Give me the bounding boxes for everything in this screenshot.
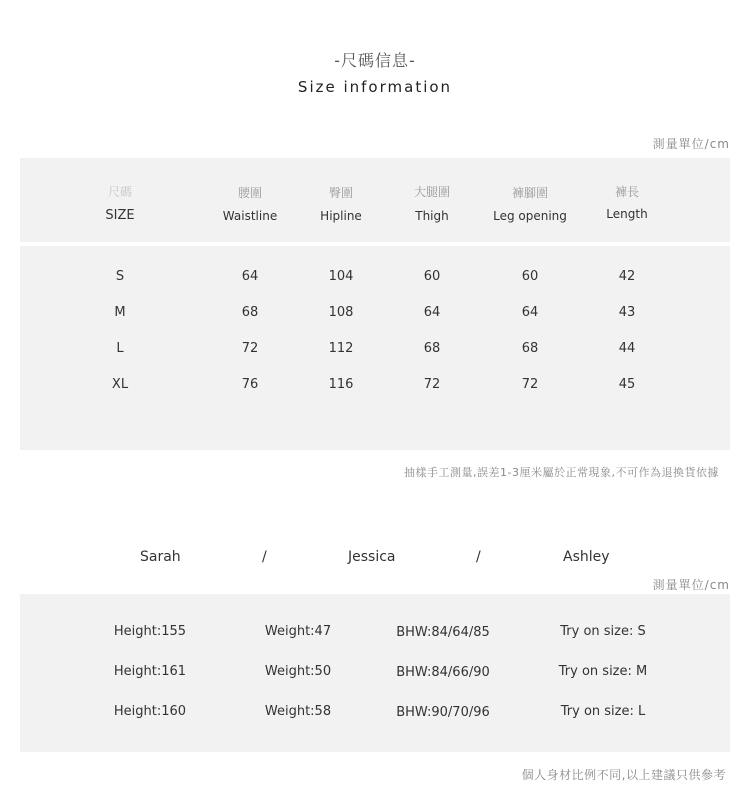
table-cell: 68	[241, 305, 259, 320]
model-height: Height:155	[113, 624, 187, 639]
table-cell: 68	[423, 341, 441, 356]
table-cell: M	[114, 305, 126, 320]
size-table-body	[20, 246, 730, 450]
table-cell: 76	[241, 377, 259, 392]
table-cell: 60	[423, 269, 441, 284]
models-unit-label: 測量單位/cm	[652, 578, 730, 592]
table-cell: 42	[618, 269, 636, 284]
size-advice-note: 個人身材比例不同,以上建議只供參考	[521, 768, 726, 782]
table-cell: 60	[521, 269, 539, 284]
table-cell: 72	[521, 377, 539, 392]
model-height: Height:161	[113, 664, 187, 679]
table-cell: 43	[618, 305, 636, 320]
size-table-unit-label: 測量單位/cm	[652, 137, 730, 151]
table-cell: 112	[328, 341, 354, 356]
header-size-en: SIZE	[105, 208, 135, 223]
table-cell: 64	[241, 269, 259, 284]
model-weight: Weight:47	[264, 624, 332, 639]
table-cell: 108	[328, 305, 354, 320]
header-thigh-en: Thigh	[415, 209, 449, 223]
header-length-en: Length	[606, 207, 648, 221]
model-height: Height:160	[113, 704, 187, 719]
model-try-on-size: Try on size: L	[560, 704, 646, 719]
section-title-cn: -尺碼信息-	[334, 51, 416, 70]
table-cell: 64	[521, 305, 539, 320]
header-thigh-cn: 大腿圍	[413, 185, 450, 199]
header-waist-cn: 腰圍	[237, 186, 262, 200]
table-cell: 104	[328, 269, 354, 284]
header-leg-opening-en: Leg opening	[493, 209, 567, 223]
model-bhw: BHW:84/66/90	[396, 665, 490, 680]
model-weight: Weight:58	[264, 704, 332, 719]
model-bhw: BHW:90/70/96	[396, 705, 490, 720]
table-cell: 68	[521, 341, 539, 356]
table-cell: 72	[423, 377, 441, 392]
table-cell: 44	[618, 341, 636, 356]
model-name-jessica: Jessica	[348, 549, 396, 565]
table-cell: 72	[241, 341, 259, 356]
model-try-on-size: Try on size: M	[558, 664, 648, 679]
model-try-on-size: Try on size: S	[560, 624, 646, 639]
model-weight: Weight:50	[264, 664, 332, 679]
header-length-cn: 褲長	[614, 185, 639, 199]
table-cell: 45	[618, 377, 636, 392]
table-cell: L	[116, 341, 124, 356]
model-bhw: BHW:84/64/85	[396, 625, 490, 640]
table-cell: XL	[111, 377, 129, 392]
name-separator: /	[262, 549, 267, 565]
measurement-disclaimer: 抽樣手工測量,誤差1-3厘米屬於正常現象,不可作為退換貨依據	[404, 466, 719, 479]
model-name-ashley: Ashley	[563, 549, 610, 565]
header-hip-en: Hipline	[320, 209, 362, 223]
header-hip-cn: 臀圍	[328, 186, 353, 200]
table-cell: 116	[328, 377, 354, 392]
table-cell: 64	[423, 305, 441, 320]
model-measurements-panel	[20, 594, 730, 752]
header-leg-opening-cn: 褲腳圍	[511, 186, 548, 200]
model-name-sarah: Sarah	[140, 549, 181, 565]
header-waist-en: Waistline	[222, 209, 278, 223]
section-title-en: Size information	[297, 78, 453, 96]
name-separator: /	[476, 549, 481, 565]
header-size-cn: 尺碼	[107, 185, 132, 199]
table-cell: S	[115, 269, 125, 284]
size-table-header	[20, 158, 730, 242]
